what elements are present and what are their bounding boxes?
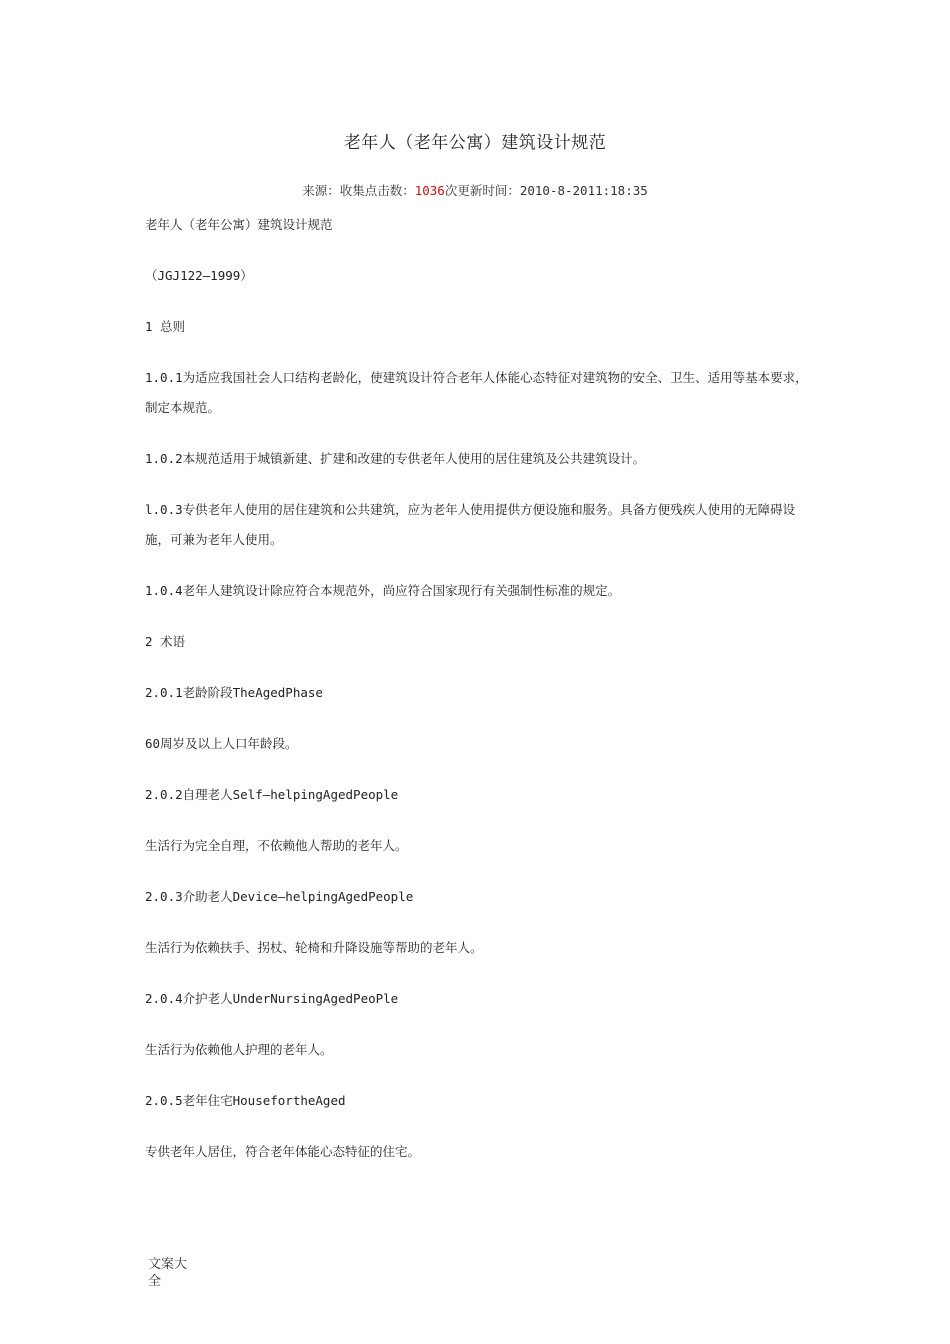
term-2-0-3: 2.0.3介助老人Device—helpingAgedPeople [145,889,414,904]
meta-suffix: 次更新时间：2010-8-2011:18:35 [444,183,648,198]
term-2-0-2: 2.0.2自理老人Self—helpingAgedPeople [145,787,399,802]
document-body [145,210,815,1188]
term-2-0-4: 2.0.4介护老人UnderNursingAgedPeoPle [145,991,399,1006]
meta-prefix: 来源：收集点击数： [302,183,415,198]
clause-1-0-2: 1.0.2本规范适用于城镇新建、扩建和改建的专供老年人使用的居住建筑及公共建筑设计。 [145,451,646,466]
clause-1-0-3: l.0.3专供老年人使用的居住建筑和公共建筑，应为老年人使用提供方便设施和服务。具备方便残疾人使用的无障碍设施，可兼为老年人使用。 [145,502,796,547]
term-2-0-1-definition: 60周岁及以上人口年龄段。 [145,736,298,751]
section-heading-general: 1 总则 [145,319,186,334]
term-2-0-2-definition: 生活行为完全自理，不依赖他人帮助的老年人。 [145,838,408,853]
term-2-0-3-definition: 生活行为依赖扶手、拐杖、轮椅和升降设施等帮助的老年人。 [145,940,483,955]
paragraph-heading: 老年人（老年公寓）建筑设计规范 [145,217,333,232]
view-count: 1036 [414,183,445,198]
footer-watermark-text: 文案大全 [148,1257,188,1289]
document-meta [0,181,950,199]
term-2-0-4-definition: 生活行为依赖他人护理的老年人。 [145,1042,333,1057]
document-title: 老年人（老年公寓）建筑设计规范 [343,133,607,153]
paragraph-standard-code: （JGJ122—1999） [145,268,253,283]
term-2-0-5: 2.0.5老年住宅HousefortheAged [145,1093,346,1108]
clause-1-0-4: 1.0.4老年人建筑设计除应符合本规范外，尚应符合国家现行有关强制性标准的规定。 [145,583,621,598]
term-2-0-5-definition: 专供老年人居住，符合老年体能心态特征的住宅。 [145,1144,421,1159]
term-2-0-1: 2.0.1老龄阶段TheAgedPhase [145,685,323,700]
section-heading-terms: 2 术语 [145,634,186,649]
clause-1-0-1: 1.0.1为适应我国社会人口结构老龄化，使建筑设计符合老年人体能心态特征对建筑物的安全、卫生、适用等基本要求，制定本规范。 [145,370,808,415]
